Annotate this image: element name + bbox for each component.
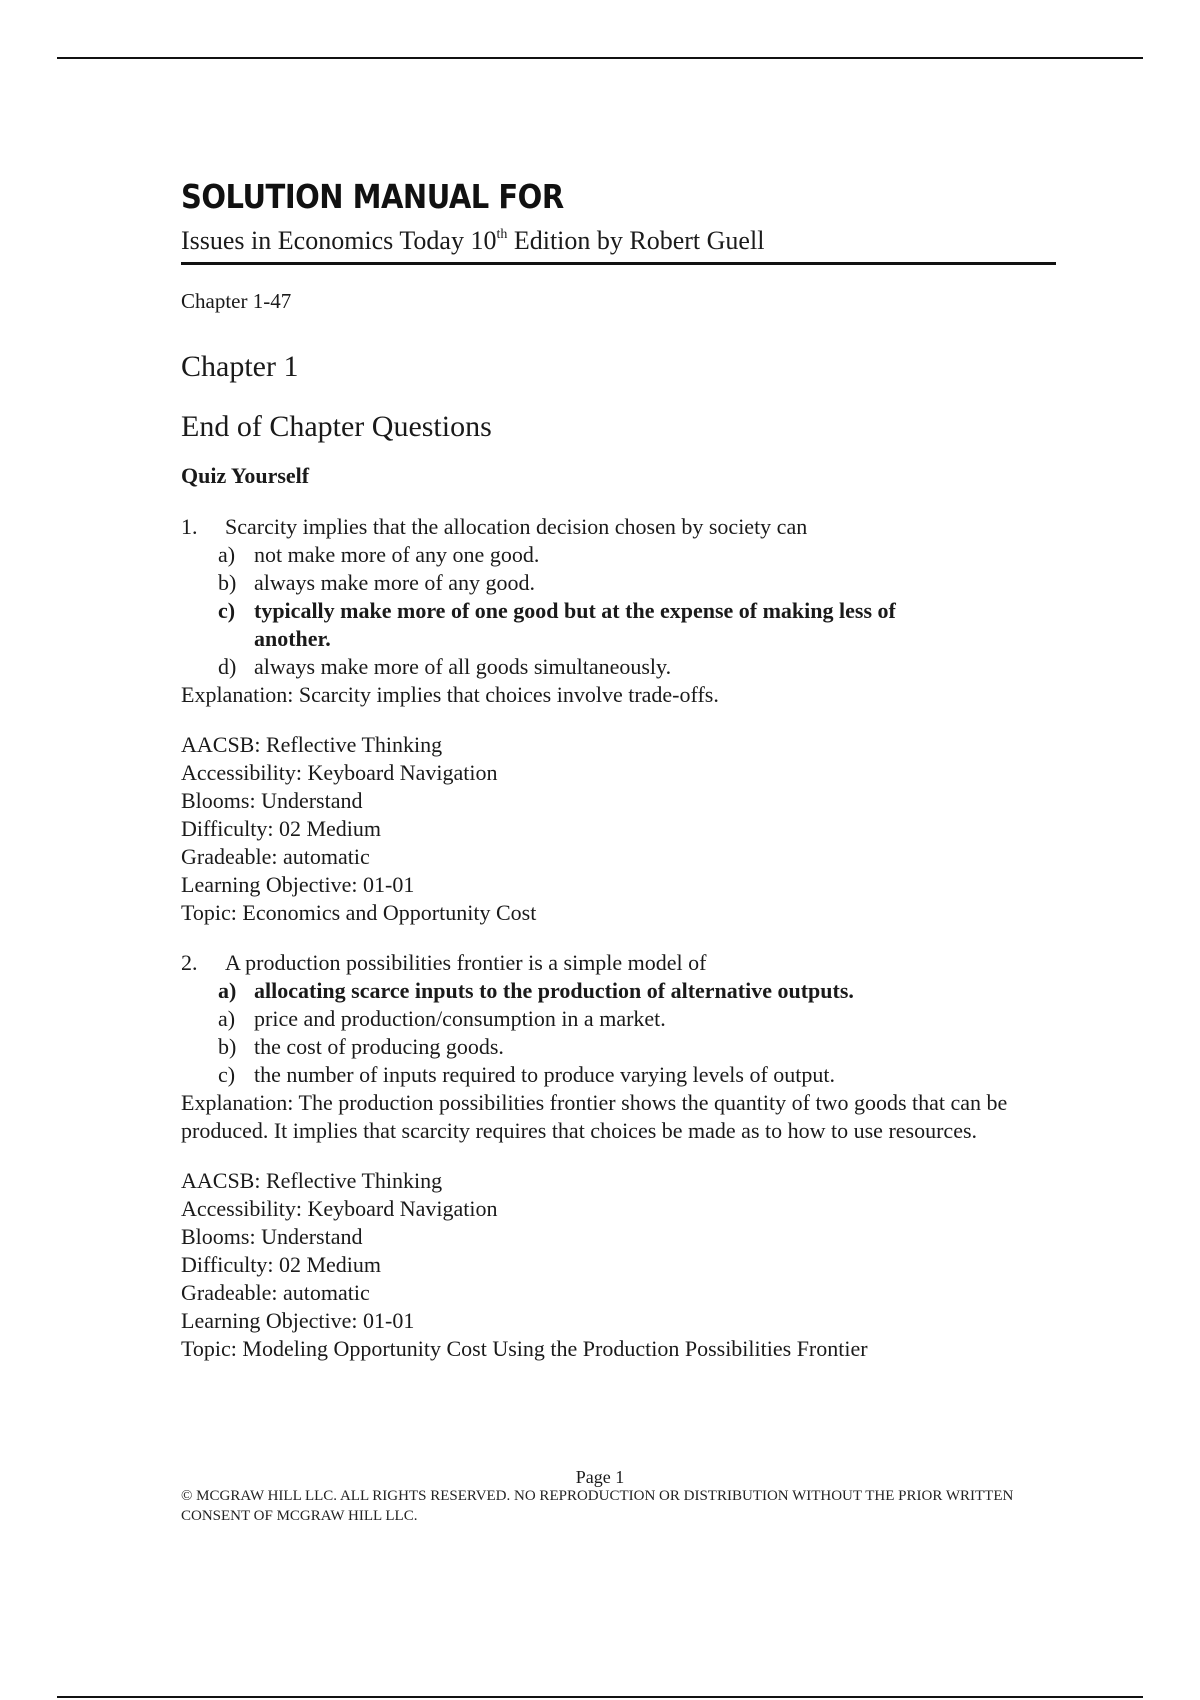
question-text: A production possibilities frontier is a simple model of bbox=[225, 950, 707, 975]
option-text: typically make more of one good but at the expense of making less of another. bbox=[254, 598, 896, 651]
option-letter: a) bbox=[218, 1006, 236, 1031]
meta-line: Difficulty: 02 Medium bbox=[181, 816, 382, 841]
option-letter: a) bbox=[218, 542, 236, 567]
page-number: Page 1 bbox=[575, 1467, 625, 1487]
meta-line: AACSB: Reflective Thinking bbox=[181, 1168, 443, 1193]
meta-line: Accessibility: Keyboard Navigation bbox=[181, 760, 498, 785]
option-text: not make more of any one good. bbox=[254, 542, 540, 567]
question-number: 2. bbox=[181, 950, 198, 975]
option-letter: b) bbox=[218, 570, 237, 595]
meta-line: Accessibility: Keyboard Navigation bbox=[181, 1196, 498, 1221]
top-rule bbox=[57, 57, 1143, 59]
option-text: the number of inputs required to produce varying levels of output. bbox=[254, 1062, 836, 1087]
meta-line: AACSB: Reflective Thinking bbox=[181, 732, 443, 757]
page-title: SOLUTION MANUAL FOR bbox=[181, 178, 564, 217]
meta-line: Learning Objective: 01-01 bbox=[181, 872, 415, 897]
answer-option bbox=[181, 1005, 1056, 1033]
question-text: Scarcity implies that the allocation decision chosen by society can bbox=[225, 514, 808, 539]
answer-option bbox=[181, 569, 1056, 597]
option-letter: b) bbox=[218, 1034, 237, 1059]
question-stem bbox=[181, 513, 1056, 541]
meta-line: Topic: Economics and Opportunity Cost bbox=[181, 900, 537, 925]
question-metadata bbox=[181, 1167, 1056, 1363]
chapter-range: Chapter 1-47 bbox=[181, 289, 292, 313]
subtitle-text-end: Edition by Robert Guell bbox=[507, 226, 765, 255]
answer-option bbox=[181, 1033, 1056, 1061]
option-text: always make more of any good. bbox=[254, 570, 536, 595]
correct-answer-option bbox=[181, 977, 1056, 1005]
answer-option bbox=[181, 653, 1056, 681]
answer-option bbox=[181, 1061, 1056, 1089]
option-letter: a) bbox=[218, 978, 237, 1003]
option-text: price and production/consumption in a market. bbox=[254, 1006, 666, 1031]
section-heading: End of Chapter Questions bbox=[181, 410, 492, 443]
explanation-text: Explanation: The production possibilities frontier shows the quantity of two goods that can be produced. It implies that scarcity requires that choices be made as to how to use resources. bbox=[181, 1090, 1008, 1143]
explanation-text: Explanation: Scarcity implies that choices involve trade-offs. bbox=[181, 682, 719, 707]
option-text: allocating scarce inputs to the production of alternative outputs. bbox=[254, 978, 854, 1003]
question-number: 1. bbox=[181, 514, 198, 539]
question-2 bbox=[181, 949, 1056, 1145]
chapter-heading: Chapter 1 bbox=[181, 350, 299, 383]
bottom-rule bbox=[57, 1696, 1143, 1698]
meta-line: Topic: Modeling Opportunity Cost Using the Production Possibilities Frontier bbox=[181, 1336, 868, 1361]
meta-line: Blooms: Understand bbox=[181, 788, 363, 813]
option-letter: c) bbox=[218, 1062, 236, 1087]
quiz-heading: Quiz Yourself bbox=[181, 463, 310, 488]
option-letter: c) bbox=[218, 598, 236, 623]
meta-line: Difficulty: 02 Medium bbox=[181, 1252, 382, 1277]
subtitle-text: Issues in Economics Today 10 bbox=[181, 226, 497, 255]
question-stem bbox=[181, 949, 1056, 977]
meta-line: Gradeable: automatic bbox=[181, 1280, 370, 1305]
question-1 bbox=[181, 513, 1056, 709]
subtitle-superscript: th bbox=[496, 227, 508, 242]
meta-line: Blooms: Understand bbox=[181, 1224, 363, 1249]
meta-line: Gradeable: automatic bbox=[181, 844, 370, 869]
question-metadata bbox=[181, 731, 1056, 927]
answer-option bbox=[181, 541, 1056, 569]
correct-answer-option bbox=[181, 597, 1056, 653]
option-text: the cost of producing goods. bbox=[254, 1034, 504, 1059]
option-letter: d) bbox=[218, 654, 237, 679]
book-subtitle bbox=[181, 224, 1056, 265]
option-text: always make more of all goods simultaneously. bbox=[254, 654, 672, 679]
meta-line: Learning Objective: 01-01 bbox=[181, 1308, 415, 1333]
document-body bbox=[181, 178, 1056, 1363]
copyright-notice: © MCGRAW HILL LLC. ALL RIGHTS RESERVED. NO REPRODUCTION OR DISTRIBUTION WITHOUT THE PRIOR WRITTEN CONSENT OF MCGRAW HILL LLC. bbox=[181, 1488, 1014, 1524]
